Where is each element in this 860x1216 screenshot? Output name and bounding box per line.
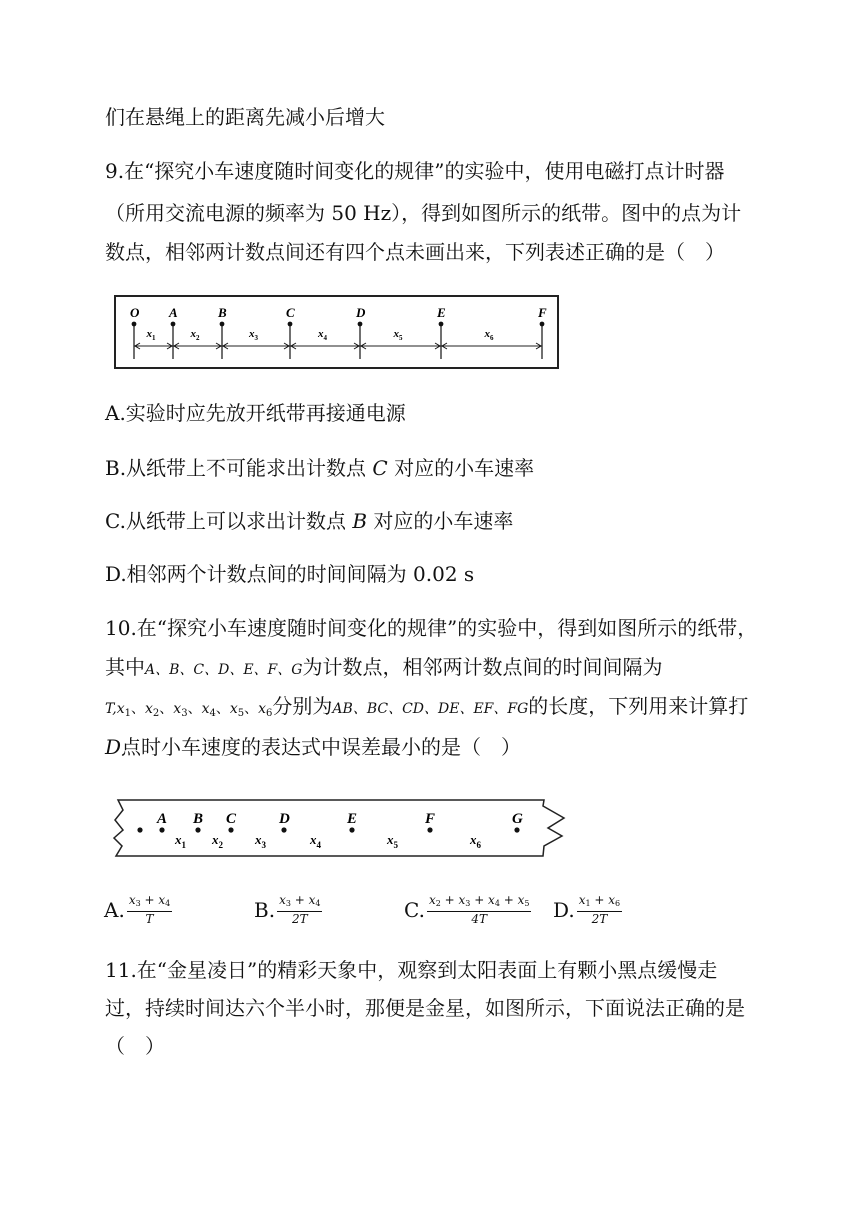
q10-line-4: D点时小车速度的表达式中误差最小的是（ ） [105,735,522,759]
q11-line-2: 过，持续时间达六个半小时，那便是金星，如图所示，下面说法正确的是 [105,996,745,1020]
q10-point-label-f: F [425,811,436,827]
q10-option-d: D. $\frac{x1 + x6}{2T}$ [553,893,621,926]
q9-option-b: B.从纸带上不可能求出计数点 C 对应的小车速率 [105,456,535,480]
q10-line-3: $T,x_1$、$x_2$、$x_3$、$x_4$、$x_5$、$x_6$分别为AB、BC、CD、DE、EF、FG的长度，下列用来计算打 [105,694,749,719]
q9-point-label-f: F [538,305,547,320]
continued-line: 们在悬绳上的距离先减小后增大 [105,105,385,129]
q9-point-label-e: E [437,305,446,320]
q10-segment-label: $x_2$ [212,832,223,850]
q10-segment-label: $x_6$ [470,832,481,850]
q10-point-dot [195,827,200,832]
q10-segment-label: $x_5$ [387,832,398,850]
q9-segment-label: $x_2$ [190,328,200,342]
q9-segment-label: $x_3$ [249,328,258,342]
q9-point-label-o: O [130,305,140,320]
q10-line-2: 其中A、B、C、D、E、F、G为计数点，相邻两计数点间的时间间隔为 [105,655,663,679]
q9-option-d: D.相邻两个计数点间的时间间隔为 0.02 s [105,562,475,586]
q9-point-label-b: B [218,305,227,320]
q9-point-label-a: A [169,305,178,320]
q9-segment-label: $x_6$ [484,328,494,342]
q9-segment-label: $x_1$ [146,328,156,342]
q10-point-dot [281,827,286,832]
q9-option-c: C.从纸带上可以求出计数点 B 对应的小车速率 [105,509,514,533]
q10-point-dot [228,827,233,832]
q9-segment-label: $x_5$ [393,328,403,342]
q9-tape-figure [114,295,560,371]
q10-segment-label: $x_4$ [310,832,321,850]
q10-point-label-b: B [193,811,204,827]
q9-point-label-d: D [356,305,366,320]
q10-point-dot [349,827,354,832]
q10-tape-figure [112,798,572,860]
q10-point-label-c: C [226,811,237,827]
q10-point-label-e: E [347,811,358,827]
q10-point-dot [427,827,432,832]
q10-option-b: B. $\frac{x3 + x4}{2T}$ [254,893,321,926]
q9-segment-label: $x_4$ [318,328,327,342]
q10-line-1: 10.在“探究小车速度随时间变化的规律”的实验中，得到如图所示的纸带， [105,616,758,640]
q10-option-c: C. $\frac{x2 + x3 + x4 + x5}{4T}$ [404,893,530,926]
q10-point-label-a: A [157,811,168,827]
q10-point-label-d: D [279,811,290,827]
q10-point-dot [514,827,519,832]
q11-line-3: （ ） [105,1034,165,1058]
q10-option-a: A. $\frac{x3 + x4}{T}$ [104,893,171,926]
q10-segment-label: $x_3$ [255,832,266,850]
q9-option-a: A.实验时应先放开纸带再接通电源 [105,401,406,425]
q10-point-dot [159,827,164,832]
q9-point-label-c: C [286,305,295,320]
q10-point-label-g: G [512,811,523,827]
q11-line-1: 11.在“金星凌日”的精彩天象中，观察到太阳表面上有颗小黑点缓慢走 [105,958,718,982]
q9-line-2: （所用交流电源的频率为 50 Hz），得到如图所示的纸带。图中的点为计 [105,201,742,225]
q9-line-3: 数点，相邻两计数点间还有四个点未画出来，下列表述正确的是（ ） [105,240,725,264]
q10-segment-label: $x_1$ [175,832,186,850]
q9-line-1: 9.在“探究小车速度随时间变化的规律”的实验中，使用电磁打点计时器 [105,159,725,183]
